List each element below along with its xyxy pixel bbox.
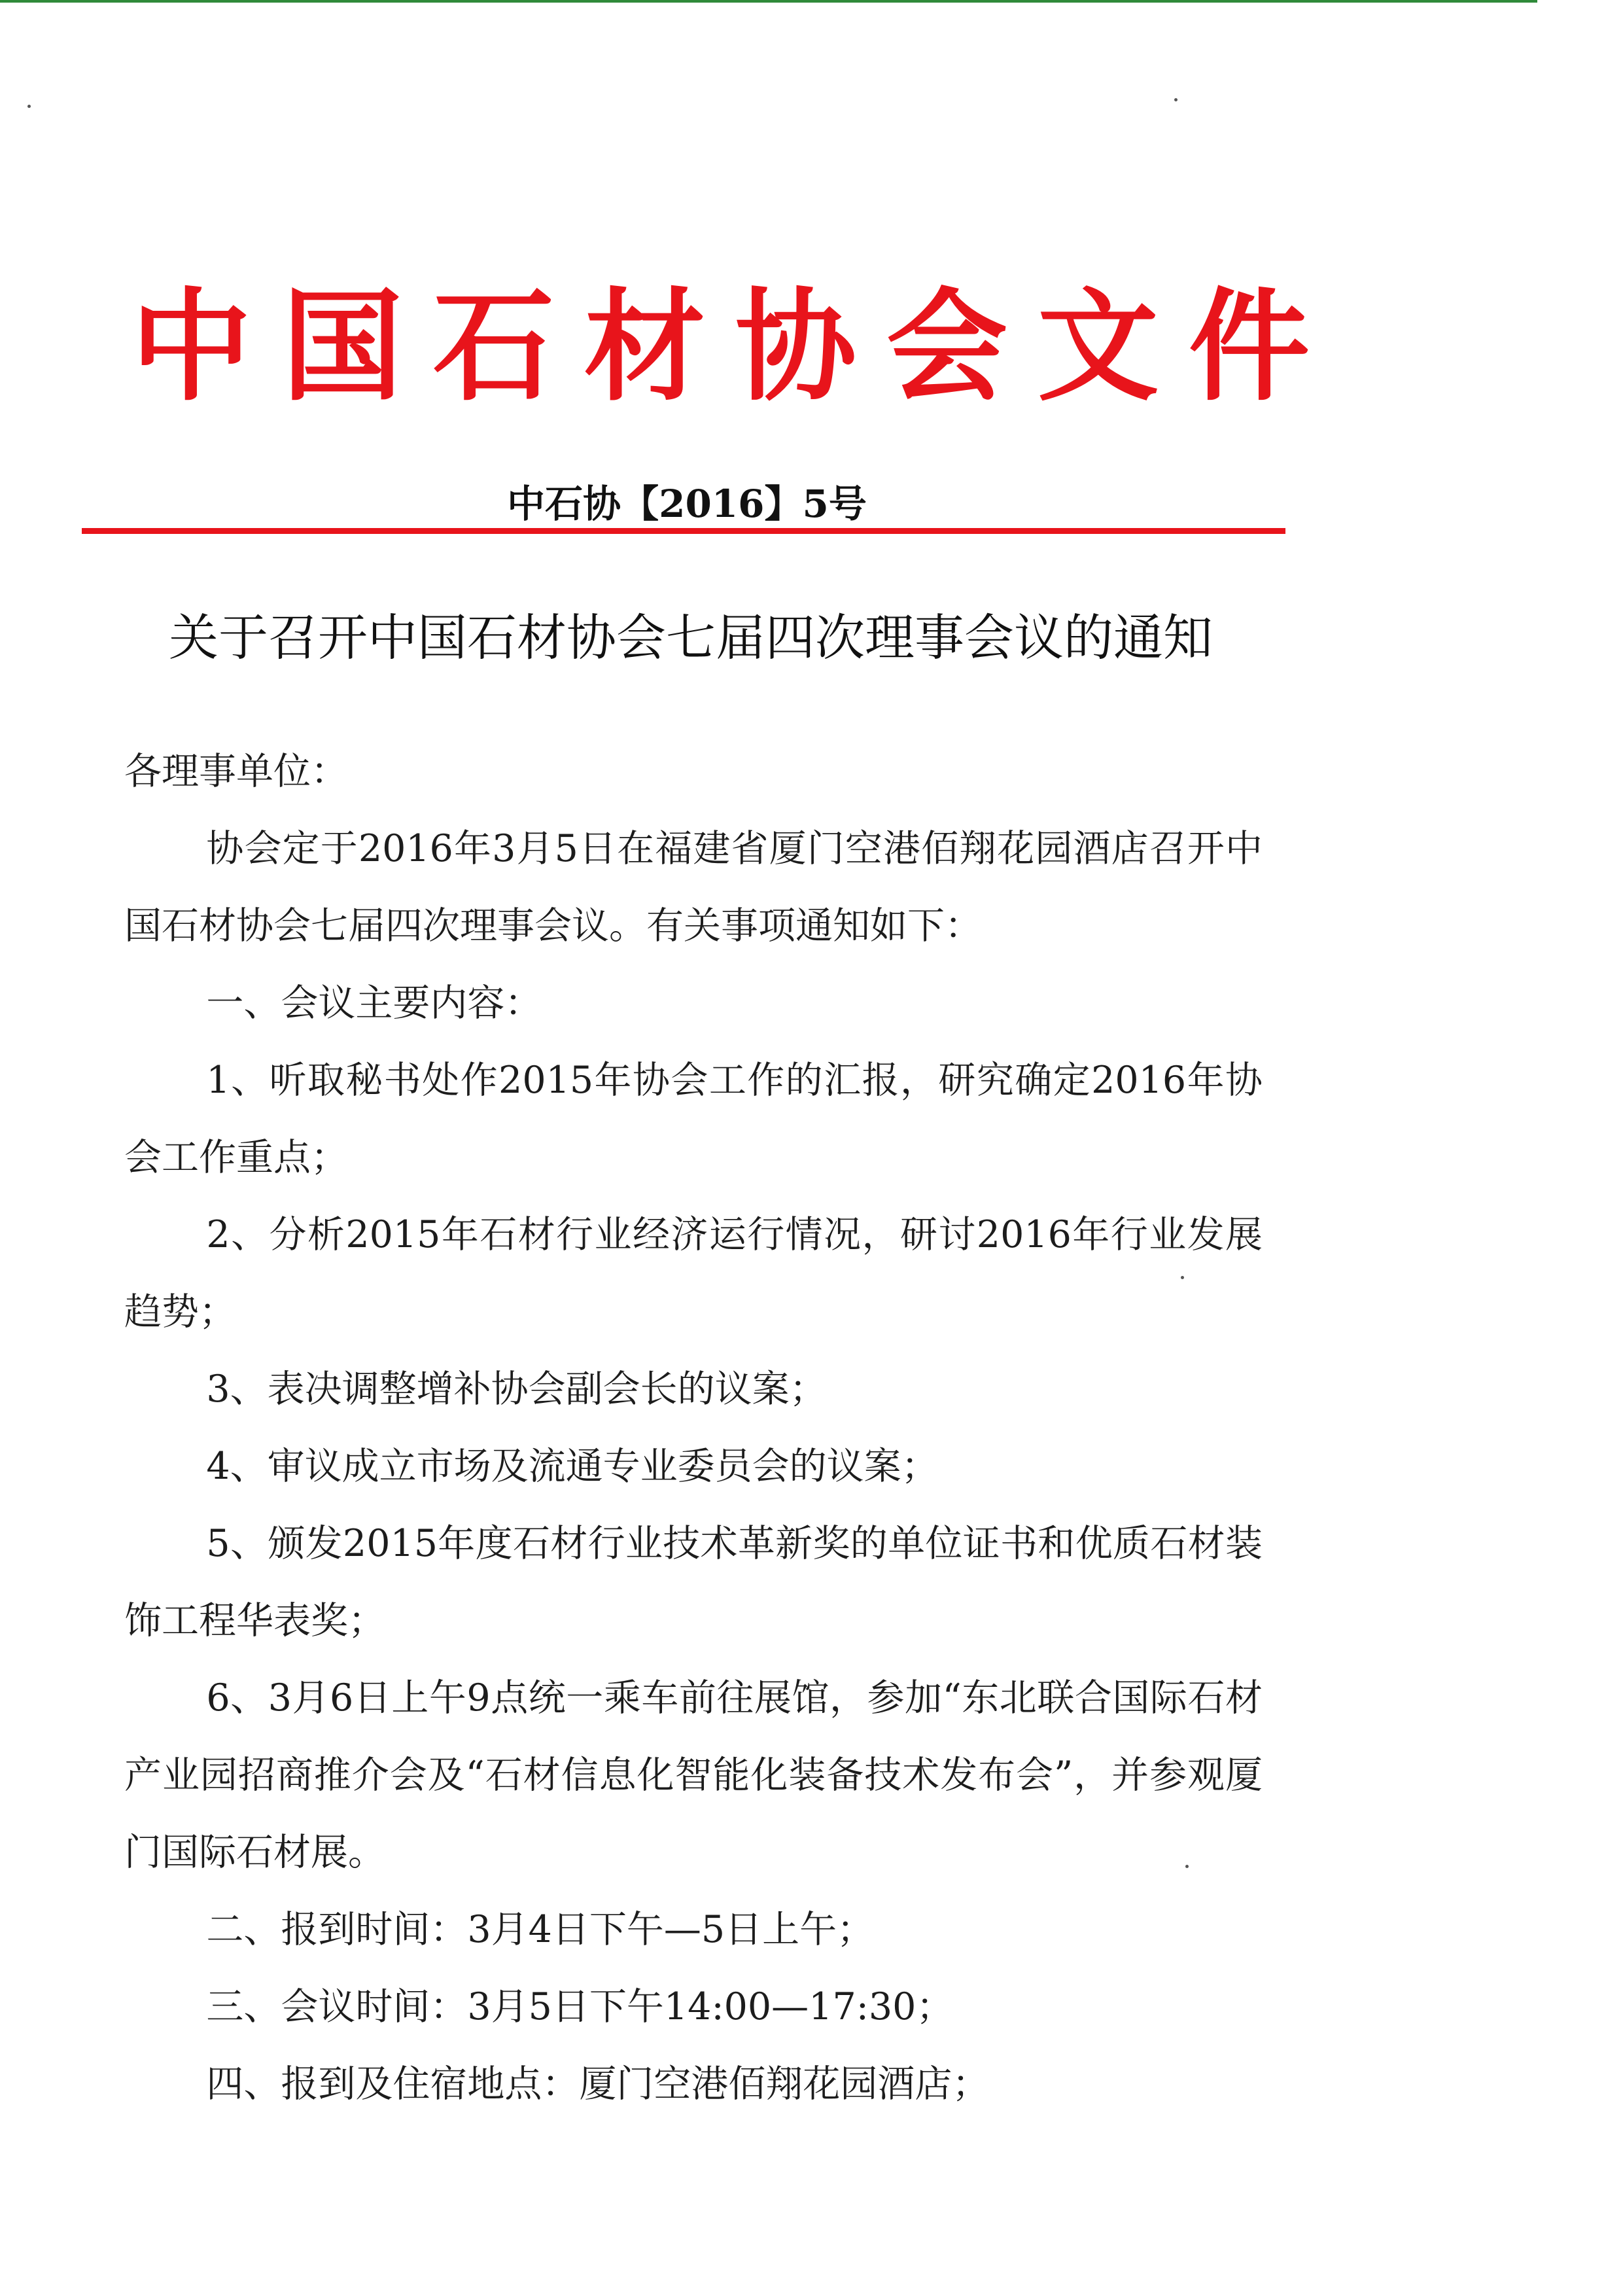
agenda-item: 1、听取秘书处作2015年协会工作的汇报，研究确定2016年协会工作重点； bbox=[124, 1059, 1263, 1179]
section-heading: 四、报到及住宿地点：厦门空港佰翔花园酒店； bbox=[206, 2062, 990, 2106]
notice-title: 关于召开中国石材协会七届四次理事会议的通知 bbox=[169, 609, 1213, 667]
scan-speck bbox=[1174, 98, 1178, 101]
agenda-item: 3、表决调整增补协会副会长的议案； bbox=[206, 1368, 827, 1411]
header-red-rule bbox=[82, 528, 1285, 534]
body-paragraph: 协会定于2016年3月5日在福建省厦门空港佰翔花园酒店召开中国石材协会七届四次理事会议。有关事项通知如下： bbox=[124, 827, 1263, 947]
salutation: 各理事单位： bbox=[124, 750, 348, 793]
agenda-item: 2、分析2015年石材行业经济运行情况，研讨2016年行业发展趋势； bbox=[124, 1213, 1263, 1333]
agenda-item: 4、审议成立市场及流通专业委员会的议案； bbox=[206, 1445, 939, 1488]
scan-speck bbox=[27, 105, 31, 108]
agenda-item: 5、颁发2015年度石材行业技术革新奖的单位证书和优质石材装饰工程华表奖； bbox=[124, 1522, 1263, 1642]
section-heading: 三、会议时间：3月5日下午14:00—17:30； bbox=[206, 1985, 954, 2028]
section-heading: 一、会议主要内容： bbox=[206, 981, 542, 1025]
issuer-header-title: 中国石材协会文件 bbox=[131, 276, 1340, 417]
notice-body bbox=[124, 733, 1263, 2123]
section-heading: 二、报到时间：3月4日下午—5日上午； bbox=[206, 1908, 875, 1951]
agenda-item: 6、3月6日上午9点统一乘车前往展馆，参加“东北联合国际石材产业园招商推介会及“石材信息化智能化装备技术发布会”，并参观厦门国际石材展。 bbox=[124, 1676, 1263, 1874]
document-number: 中石协【2016】5号 bbox=[507, 482, 867, 526]
scan-edge-line bbox=[0, 0, 1537, 3]
